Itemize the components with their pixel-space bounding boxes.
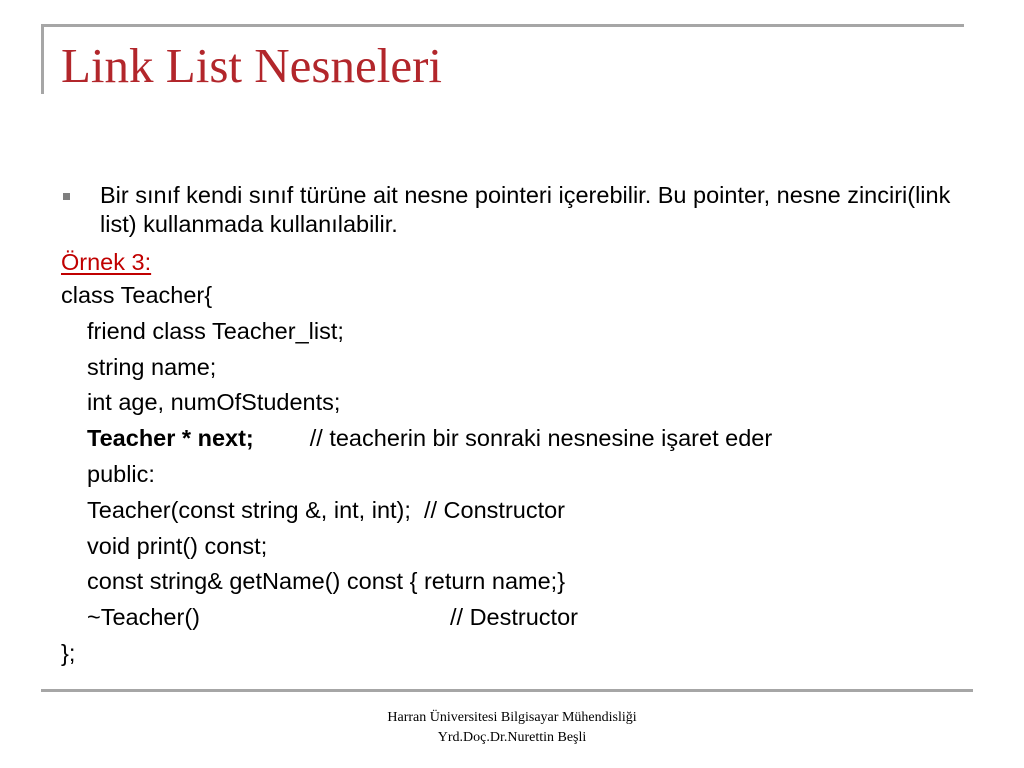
code-line: void print() const; <box>87 532 268 559</box>
slide-title: Link List Nesneleri <box>61 38 443 93</box>
square-bullet-icon <box>63 193 70 200</box>
code-line: string name; <box>87 353 217 380</box>
frame-left-line <box>41 24 44 94</box>
code-line <box>61 600 961 636</box>
example-label: Örnek 3: <box>61 249 152 275</box>
footer-institution: Harran Üniversitesi Bilgisayar Mühendisliği <box>387 710 637 725</box>
footer-author: Yrd.Doç.Dr.Nurettin Beşli <box>437 730 587 745</box>
slide-body <box>61 181 961 672</box>
bullet-item <box>61 181 961 239</box>
code-bold-text: Teacher * next; <box>87 425 254 452</box>
code-line: const string& getName() const { return name;} <box>87 568 566 595</box>
bullet-text: Bir sınıf kendi sınıf türüne ait nesne pointeri içerebilir. Bu pointer, nesne zinciri(link list) kullanmada kullanılabilir. <box>100 182 951 237</box>
code-text: ~Teacher() <box>87 604 200 631</box>
code-comment: // teacherin bir sonraki nesnesine işaret eder <box>309 425 773 452</box>
code-line: friend class Teacher_list; <box>87 317 344 344</box>
code-line: }; <box>61 639 76 666</box>
slide-footer <box>300 708 724 748</box>
code-line: Teacher(const string &, int, int); // Constructor <box>87 496 566 523</box>
code-line <box>61 421 961 457</box>
code-comment: // Destructor <box>449 604 578 631</box>
code-line: int age, numOfStudents; <box>87 389 341 416</box>
code-block <box>61 278 961 672</box>
frame-top-line <box>41 24 964 27</box>
footer-divider <box>41 689 973 692</box>
code-line: public: <box>87 460 155 487</box>
code-line: class Teacher{ <box>61 282 213 308</box>
